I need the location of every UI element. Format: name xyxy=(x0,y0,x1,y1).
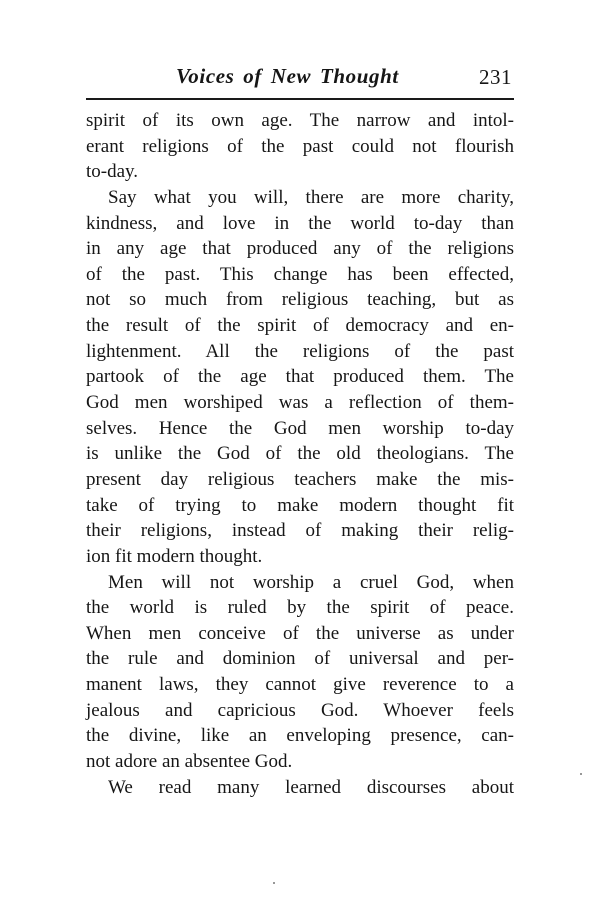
text-line: God men worshiped was a reflection of them- xyxy=(86,392,514,414)
text-line: We read many learned discourses about xyxy=(108,776,514,798)
running-head xyxy=(86,62,514,92)
text-line: ion fit modern thought. xyxy=(86,545,263,567)
text-line: the rule and dominion of universal and per- xyxy=(86,648,514,670)
text-line: not so much from religious teaching, but as xyxy=(86,289,514,311)
text-line: the world is ruled by the spirit of peace. xyxy=(86,597,514,619)
text-line: jealous and capricious God. Whoever feels xyxy=(86,699,514,721)
text-line: the divine, like an enveloping presence, can- xyxy=(86,725,514,747)
text-line: lightenment. All the religions of the past xyxy=(86,340,514,362)
text-line: partook of the age that produced them. The xyxy=(86,366,514,388)
text-line: to-day. xyxy=(86,161,139,183)
text-line: the result of the spirit of democracy and en- xyxy=(86,315,514,337)
text-line: of the past. This change has been effected, xyxy=(86,263,514,285)
text-line: is unlike the God of the old theologians. The xyxy=(86,443,514,465)
page-number: 231 xyxy=(479,65,512,89)
text-line: take of trying to make modern thought fit xyxy=(86,494,514,516)
running-title: Voices of New Thought xyxy=(176,64,399,88)
text-line: erant religions of the past could not flourish xyxy=(86,135,514,157)
text-line: their religions, instead of making their relig- xyxy=(86,520,514,542)
text-line: Say what you will, there are more charity, xyxy=(108,186,514,208)
text-line: in any age that produced any of the religions xyxy=(86,238,514,260)
scan-speck xyxy=(580,773,582,775)
text-line: spirit of its own age. The narrow and intol- xyxy=(86,110,514,131)
header-rule xyxy=(86,98,514,100)
text-line: not adore an absentee God. xyxy=(86,751,293,773)
body-text xyxy=(86,108,514,800)
scan-speck xyxy=(273,882,275,884)
text-line: manent laws, they cannot give reverence to a xyxy=(86,674,514,696)
text-line: Men will not worship a cruel God, when xyxy=(108,571,514,593)
text-line: selves. Hence the God men worship to-day xyxy=(86,417,514,439)
text-line: When men conceive of the universe as under xyxy=(86,622,514,644)
text-line: kindness, and love in the world to-day than xyxy=(86,212,514,234)
text-line: present day religious teachers make the mis- xyxy=(86,468,514,490)
